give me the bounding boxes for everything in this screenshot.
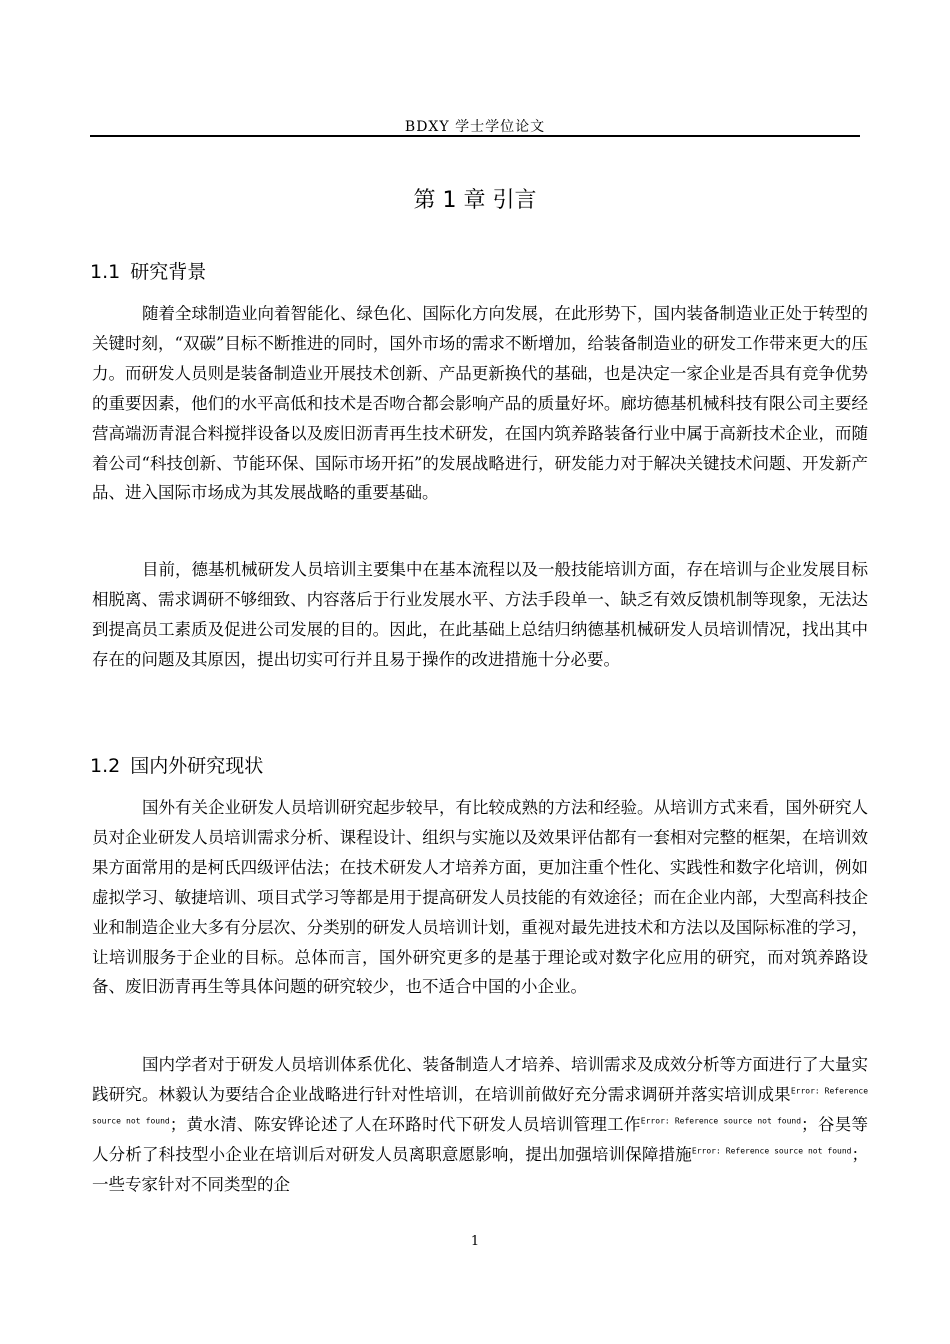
section-number: 1.2	[90, 755, 121, 777]
paragraph-domestic-research	[92, 1050, 868, 1200]
paragraph-research-background-1: 随着全球制造业向着智能化、绿色化、国际化方向发展，在此形势下，国内装备制造业正处于转型的关键时刻，“双碳”目标不断推进的同时，国外市场的需求不断增加，给装备制造业的研发工作带来更大的压力。而研发人员则是装备制造业开展技术创新、产品更新换代的基础，也是决定一家企业是否具有竞争优势的重要因素，他们的水平高低和技术是否吻合都会影响产品的质量好坏。廊坊德基机械科技有限公司主要经营高端沥青混合料搅拌设备以及废旧沥青再生技术研发，在国内筑养路装备行业中属于高新技术企业，而随着公司“科技创新、节能环保、国际市场开拓”的发展战略进行，研发能力对于解决关键技术问题、开发新产品、进入国际市场成为其发展战略的重要基础。	[92, 304, 868, 503]
reference-error-marker: Error: Reference source not found	[92, 1086, 869, 1126]
chapter-title: 第 1 章 引言	[413, 188, 537, 213]
paragraph-text: ；谷昊等人分析了科技型小企业在培训后对研发人员离职意愿影响，提出加强培训保障措施	[92, 1114, 869, 1164]
reference-error-marker: Error: Reference source not found	[640, 1116, 802, 1126]
running-header: BDXY 学士学位论文	[404, 119, 546, 135]
paragraph-research-background-2: 目前，德基机械研发人员培训主要集中在基本流程以及一般技能培训方面，存在培训与企业发展目标相脱离、需求调研不够细致、内容落后于行业发展水平、方法手段单一、缺乏有效反馈机制等现象，无法达到提高员工素质及促进公司发展的目的。因此，在此基础上总结归纳德基机械研发人员培训情况，找出其中存在的问题及其原因，提出切实可行并且易于操作的改进措施十分必要。	[92, 560, 868, 669]
paragraph-text: 国内学者对于研发人员培训体系优化、装备制造人才培养、培训需求及成效分析等方面进行了大量实践研究。林毅认为要结合企业战略进行针对性培训，在培训前做好充分需求调研并落实培训成果	[92, 1055, 868, 1104]
header-rule	[90, 135, 860, 137]
paragraph-foreign-research: 国外有关企业研发人员培训研究起步较早，有比较成熟的方法和经验。从培训方式来看，国外研究人员对企业研发人员培训需求分析、课程设计、组织与实施以及效果评估都有一套相对完整的框架，在培训效果方面常用的是柯氏四级评估法；在技术研发人才培养方面，更加注重个性化、实践性和数字化培训，例如虚拟学习、敏捷培训、项目式学习等都是用于提高研发人员技能的有效途径；而在企业内部，大型高科技企业和制造企业大多有分层次、分类别的研发人员培训计划，重视对最先进技术和方法以及国际标准的学习，让培训服务于企业的目标。总体而言，国外研究更多的是基于理论或对数字化应用的研究，而对筑养路设备、废旧沥青再生等具体问题的研究较少，也不适合中国的小企业。	[92, 798, 868, 997]
section-title: 国内外研究现状	[130, 755, 264, 777]
section-heading-1-1	[90, 259, 860, 285]
section-number: 1.1	[90, 261, 121, 283]
section-title: 研究背景	[130, 261, 207, 283]
paragraph-text: ；黄水清、陈安铧论述了人在环路时代下研发人员培训管理工作	[169, 1114, 641, 1134]
page-number: 1	[470, 1234, 480, 1249]
section-heading-1-2	[90, 753, 860, 779]
reference-error-marker: Error: Reference source not found	[691, 1146, 852, 1156]
paragraph-text: ；一些专家针对不同类型的企	[92, 1144, 869, 1194]
